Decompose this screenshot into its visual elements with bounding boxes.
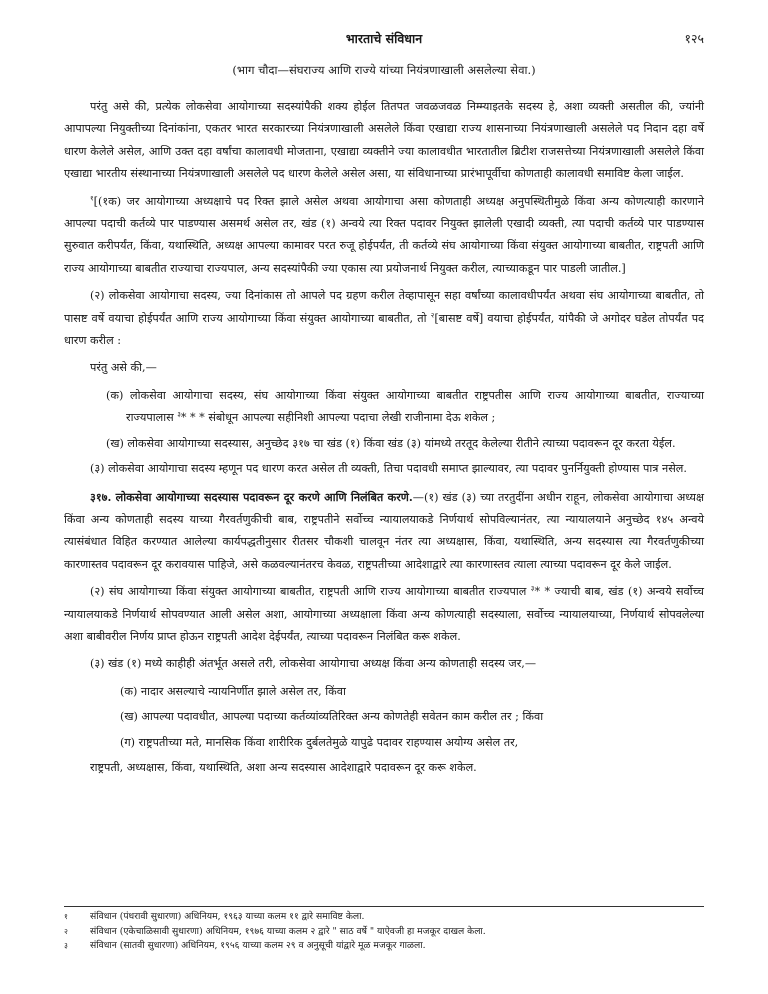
list-item: (ख) आपल्या पदावधीत, आपल्या पदाच्या कर्तव्यांव्यतिरिक्त अन्य कोणतेही सवेतन काम करील तर ; किंवा: [120, 710, 544, 724]
footnote-text: संविधान (पंधरावी सुधारणा) अधिनियम, १९६३ याच्या कलम ११ द्वारे समाविष्ट केला.: [90, 911, 365, 922]
footnote-text: संविधान (एकेचाळिसावी सुधारणा) अधिनियम, १९७६ याच्या कलम २ द्वारे " साठ वर्षे " याऐवजी हा मजकूर दाखल केला.: [90, 925, 486, 937]
footnote-text: संविधान (सातवी सुधारणा) अधिनियम, १९५६ याच्या कलम २९ व अनुसूची यांद्वारे मूळ मजकूर गाळला.: [90, 940, 426, 951]
section-heading: ३१७. लोकसेवा आयोगाच्या सदस्यास पदावरून दूर करणे आणि निलंबित करणे.: [90, 489, 413, 504]
paragraph-317-clause-2: [64, 581, 704, 648]
paragraph-subclause-k: [64, 385, 704, 430]
section-317: [64, 486, 704, 577]
footnote-ref: १: [90, 193, 94, 202]
paragraph-clause-2: [64, 285, 704, 352]
paragraph-text: [(१क) जर आयोगाच्या अध्यक्षाचे पद रिक्त झाले असेल अथवा आयोगाचा असा कोणताही अध्यक्ष अनुपस्थितीमुळे किंवा अन्य कोणत्याही कारणाने आपल्या पदाची कर्तव्ये पार पाडण्यास असमर्थ असेल तर, खंड (१) अन्वये त्या रिक्त पदावर नियुक्त झालेली एखादी व्यक्ती, त्या पदाची कर्तव्ये पार पाडण्यास सुरुवात करीपर्यंत, किंवा, यथास्थिति, अध्यक्ष आपल्या कामावर परत रुजू होईपर्यंत, ती कर्तव्ये संघ आयोगाच्या किंवा संयुक्त आयोगाच्या बाबतीत, राष्ट्रपती आणि राज्य आयोगाच्या बाबतीत राज्याचा राज्यपाल, अन्य सदस्यांपैकी ज्या एकास त्या प्रयोजनार्थ नियुक्त करील, त्याच्याकडून पार पाडली जातील.]: [64, 194, 704, 275]
paragraph-text: * * * संबोधून आपल्या सहीनिशी आपल्या पदाचा लेखी राजीनामा देऊ शकेल ;: [180, 411, 496, 425]
list-item: (ग) राष्ट्रपतीच्या मते, मानसिक किंवा शारीरिक दुर्बलतेमुळे यापुढे पदावर राहण्यास अयोग्य असेल तर,: [120, 735, 519, 749]
paragraph-text: (क) लोकसेवा आयोगाचा सदस्य, संघ आयोगाच्या किंवा संयुक्त आयोगाच्या बाबतीत राष्ट्रपतीस आणि राज्य आयोगाच्या बाबतीत, राज्याच्या राज्यपालास: [106, 388, 704, 425]
footnote-ref: ३: [530, 584, 535, 593]
footnote: [64, 925, 704, 940]
part-subtitle: (भाग चौदा—संघराज्य आणि राज्ये यांच्या नियंत्रणाखाली असलेल्या सेवा.): [232, 63, 536, 77]
paragraph-proviso: परंतु असे की,—: [90, 361, 157, 375]
paragraph-text: * * ज्याची बाब, खंड (१) अन्वये सर्वोच्च न्यायालयाकडे निर्णयार्थ सोपवण्यात आली असेल अशा, आयोगाच्या अध्यक्षाला किंवा अन्य कोणत्याही सदस्याला, सर्वोच्च न्यायालयाच्या, निर्णयार्थ सोपवलेल्या अशा बाबीवरील निर्णय प्राप्त होऊन राष्ट्रपती आदेश देईपर्यंत, त्याच्या पदावरून निलंबित करू शकेल.: [64, 585, 705, 643]
paragraph-text: (२) संघ आयोगाच्या किंवा संयुक्त आयोगाच्या बाबतीत, राष्ट्रपती आणि राज्य आयोगाच्या बाबतीत राज्यपाल: [90, 585, 527, 599]
paragraph-clause-1a: [64, 191, 704, 281]
page-number: १२५: [684, 31, 704, 46]
footnotes: [64, 910, 704, 954]
footnote-ref: ३: [177, 410, 181, 419]
footnote-mark: १: [64, 912, 68, 921]
list-item: (क) नादार असल्याचे न्यायनिर्णीत झाले असेल तर, किंवा: [120, 684, 346, 698]
footnote-mark: ३: [64, 941, 68, 950]
paragraph-proviso-composition: परंतु असे की, प्रत्येक लोकसेवा आयोगाच्या सदस्यांपैकी शक्य होईल तितपत जवळजवळ निम्म्याइतके सदस्य हे, अशा व्यक्ती असतील की, ज्यांनी आपापल्या नियुक्तीच्या दिनांकांना, एकतर भारत सरकारच्या नियंत्रणाखाली असलेले किंवा एखाद्या राज्य शासनाच्या नियंत्रणाखाली असलेले पद निदान दहा वर्षे धारण केलेले असेल, आणि उक्त दहा वर्षांचा कालावधी मोजताना, एखाद्या व्यक्तीने ज्या कालावधीत भारतातील ब्रिटीश राजसत्तेच्या नियंत्रणाखाली असलेले किंवा एखाद्या भारतीय संस्थानाच्या नियंत्रणाखाली असलेले पद धारण केलेले असेल असा, या संविधानाच्या प्रारंभापूर्वीचा कोणताही कालावधी समाविष्ट केला जाईल.: [64, 100, 704, 181]
paragraph-text: [बासष्ट वर्षे] वयाचा होईपर्यंत, यांपैकी जे अगोदर घडेल तोपर्यंत पद धारण करील :: [64, 311, 704, 348]
footnote-divider: [64, 906, 704, 907]
footnote-ref: २: [430, 310, 435, 319]
paragraph-317-clause-3: (३) खंड (१) मध्ये काहीही अंतर्भूत असले तरी, लोकसेवा आयोगाचा अध्यक्ष किंवा अन्य कोणताही सदस्य जर,—: [90, 657, 537, 671]
footnote-mark: २: [64, 926, 68, 936]
paragraph-concluding: राष्ट्रपती, अध्यक्षास, किंवा, यथास्थिति, अशा अन्य सदस्यास आदेशाद्वारे पदावरून दूर करू शकेल.: [90, 760, 477, 774]
paragraph-text: (२) लोकसेवा आयोगाचा सदस्य, ज्या दिनांकास तो आपले पद ग्रहण करील तेव्हापासून सहा वर्षांच्या कालावधीपर्यंत अथवा संघ आयोगाच्या बाबतीत, तो पासष्ट वर्षे वयाचा होईपर्यंत आणि राज्य आयोगाच्या किंवा संयुक्त आयोगाच्या बाबतीत, तो: [64, 289, 704, 325]
section-text: —(१) खंड (३) च्या तरतुदींना अधीन राहून, लोकसेवा आयोगाचा अध्यक्ष किंवा अन्य कोणताही सदस्य याच्या गैरवर्तणुकीची बाब, राष्ट्रपतीने सर्वोच्च न्यायालयाकडे निर्णयार्थ सोपविल्यानंतर, त्या न्यायालयाने अनुच्छेद १४५ अन्वये त्यासंबंधात विहित करण्यात आलेल्या कार्यपद्धतीनुसार रीतसर चौकशी चालवून नंतर त्या अध्यक्षास, किंवा, यथास्थिति, अन्य सदस्यास त्या गैरवर्तणुकीच्या कारणास्तव पदावरून दूर करावयास पाहिजे, असे कळवल्यानंतरच केवळ, राष्ट्रपतीच्या आदेशाद्वारे त्या कारणास्तव त्याला त्याच्या पदावरून दूर केले जाईल.: [64, 490, 705, 571]
paragraph-subclause-kh: (ख) लोकसेवा आयोगाच्या सदस्यास, अनुच्छेद ३१७ चा खंड (१) किंवा खंड (३) यांमध्ये तरतूद केलेल्या रीतीने त्याच्या पदावरून दूर करता येईल.: [106, 436, 676, 450]
footnote: [64, 939, 704, 954]
running-title: भारताचे संविधान: [345, 31, 423, 46]
page-header: [64, 30, 704, 50]
footnote: [64, 910, 704, 925]
paragraph-clause-3: (३) लोकसेवा आयोगाचा सदस्य म्हणून पद धारण करत असेल ती व्यक्ती, तिचा पदावधी समाप्त झाल्यावर, त्या पदावर पुनर्नियुक्ती होण्यास पात्र नसेल.: [90, 462, 687, 476]
body-text: [64, 96, 704, 784]
